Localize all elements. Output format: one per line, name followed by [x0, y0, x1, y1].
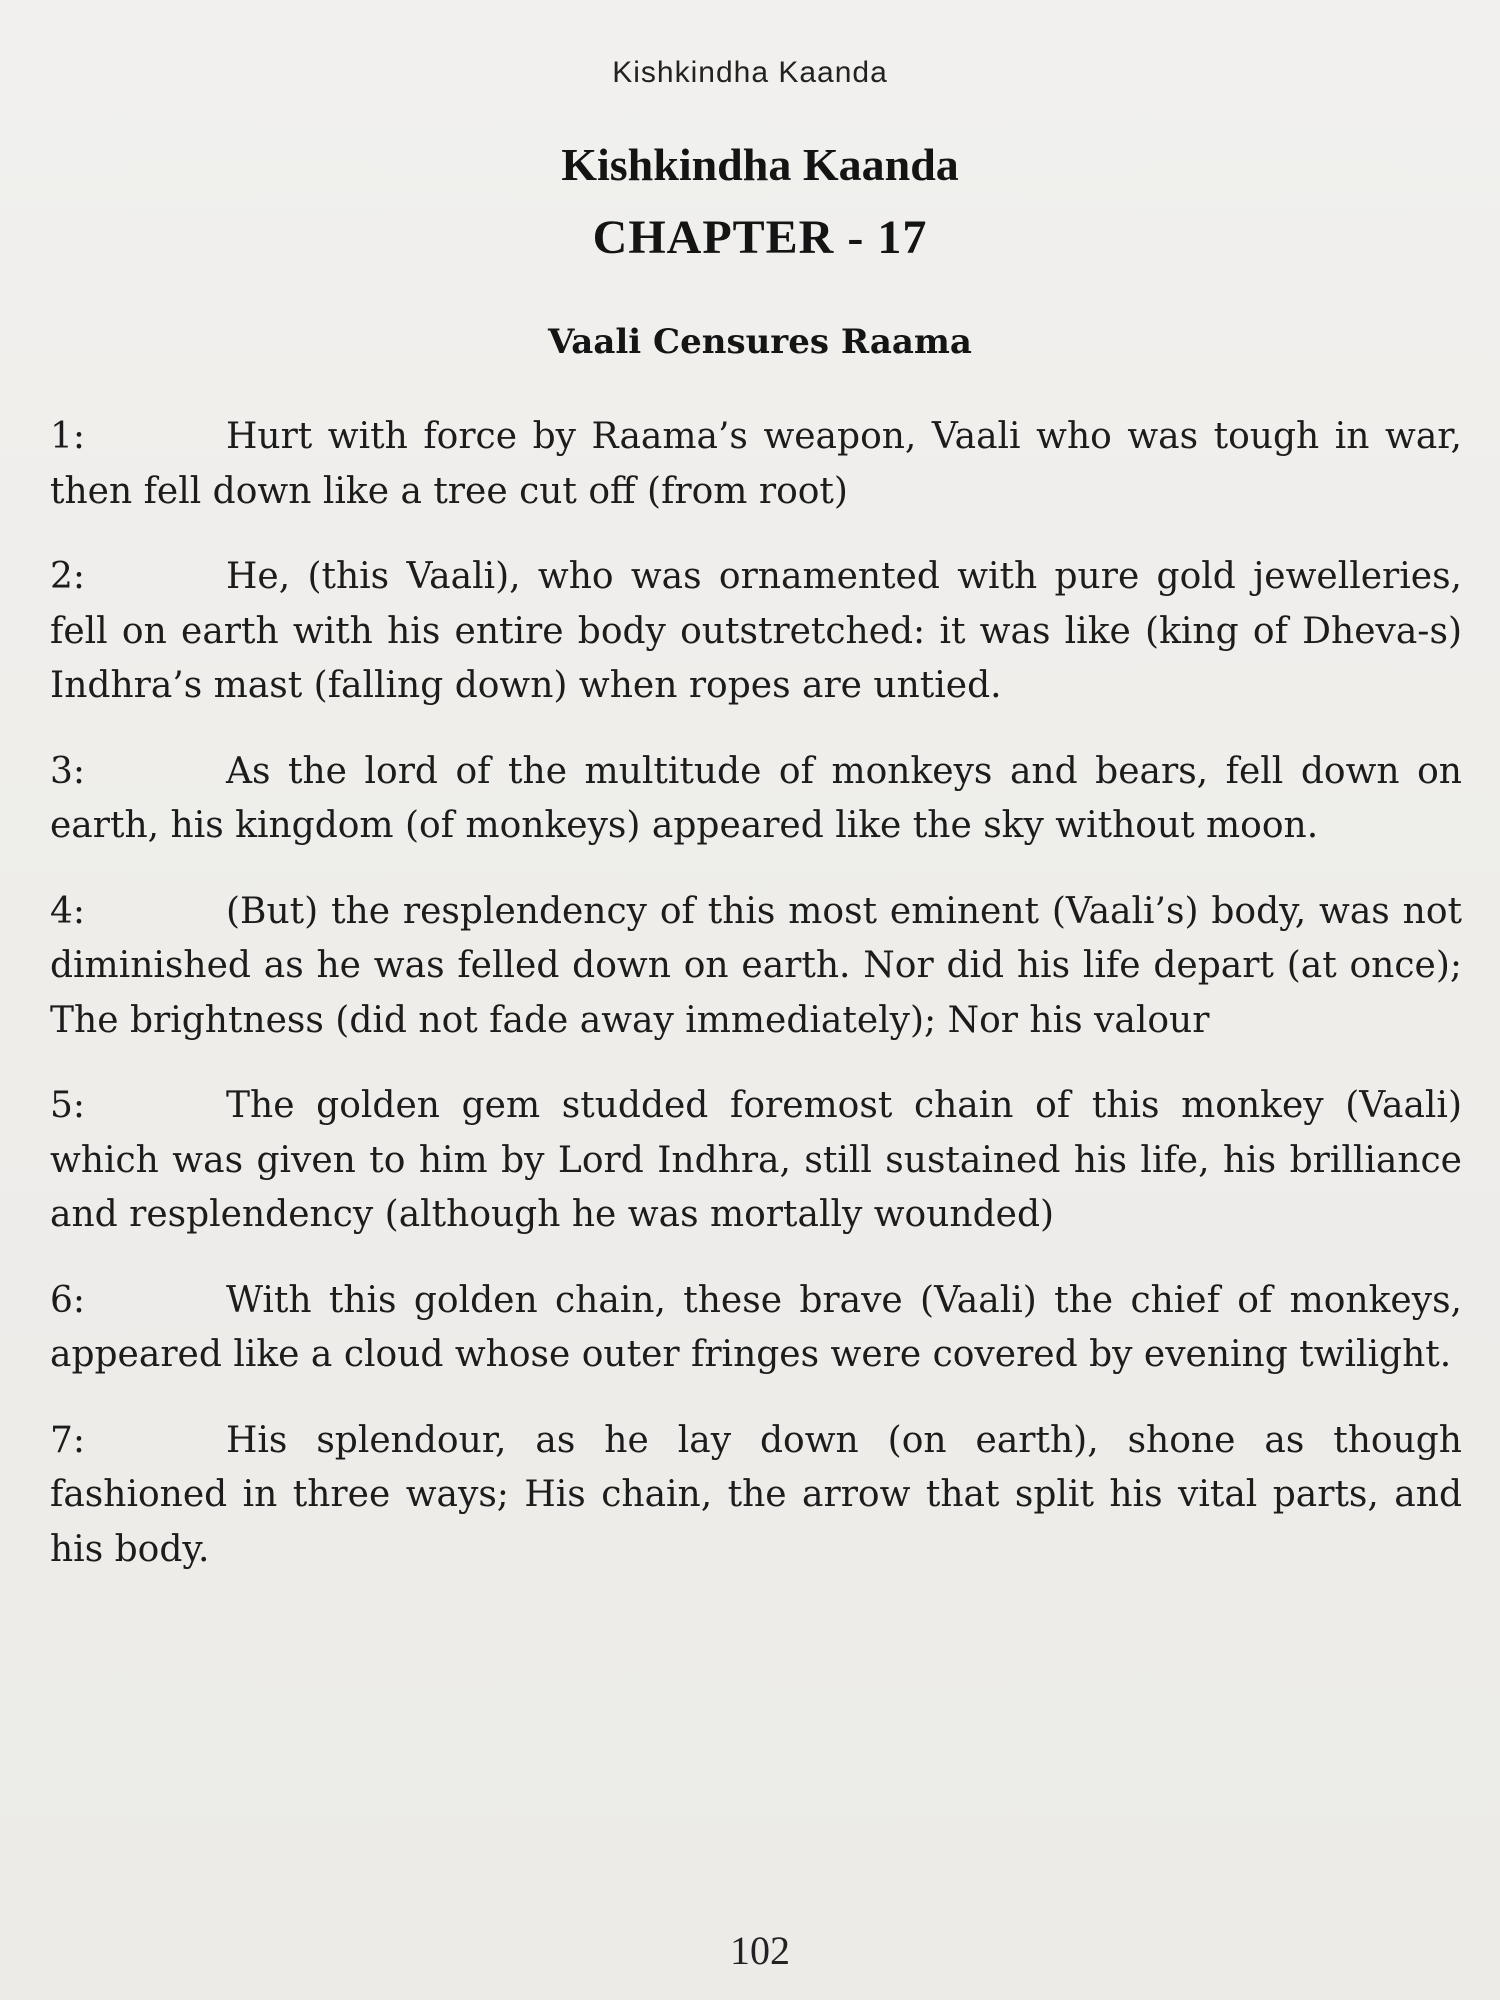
verse-number: 2: — [50, 556, 86, 597]
verse-6 — [50, 1274, 1462, 1383]
verse-text: He, (this Vaali), who was ornamented with pure gold jewelleries, fell on earth with his entire body outstretched: it was like (king of Dheva-s) Indhra’s mast (falling down) when ropes are untied. — [50, 556, 1462, 706]
verse-7 — [50, 1414, 1462, 1578]
verse-text: With this golden chain, these brave (Vaali) the chief of monkeys, appeared like a cloud whose outer fringes were covered by evening twilight. — [50, 1279, 1462, 1375]
verse-text: (But) the resplendency of this most eminent (Vaali’s) body, was not diminished as he was felled down on earth. Nor did his life depart (at once); The brightness (did not fade away immediately); Nor his valour — [50, 890, 1462, 1041]
verse-number: 4: — [50, 890, 86, 932]
running-head: Kishkindha Kaanda — [612, 56, 888, 89]
verse-number: 6: — [50, 1279, 86, 1321]
verse-list — [50, 410, 1462, 1608]
verse-number: 7: — [50, 1419, 86, 1461]
verse-text: Hurt with force by Raama’s weapon, Vaali who was tough in war, then fell down like a tree cut off (from root) — [50, 416, 1462, 512]
verse-number: 1: — [50, 416, 86, 457]
verse-number: 5: — [50, 1085, 86, 1126]
verse-5 — [50, 1079, 1462, 1243]
verse-3 — [50, 745, 1462, 854]
section-title: Vaali Censures Raama — [548, 322, 972, 362]
verse-number: 3: — [50, 750, 86, 792]
verse-text: His splendour, as he lay down (on earth), shone as though fashioned in three ways; His chain, the arrow that split his vital parts, and his body. — [50, 1419, 1462, 1570]
verse-text: As the lord of the multitude of monkeys and bears, fell down on earth, his kingdom (of monkeys) appeared like the sky without moon. — [50, 750, 1462, 846]
verse-1 — [50, 410, 1462, 519]
chapter-title: CHAPTER - 17 — [592, 211, 928, 264]
book-title: Kishkindha Kaanda — [561, 139, 959, 190]
page-number: 102 — [730, 1928, 790, 1973]
verse-4 — [50, 885, 1462, 1049]
verse-2 — [50, 550, 1462, 714]
verse-text: The golden gem studded foremost chain of this monkey (Vaali) which was given to him by Lord Indhra, still sustained his life, his brilliance and resplendency (although he was mortally wounded) — [50, 1085, 1462, 1235]
